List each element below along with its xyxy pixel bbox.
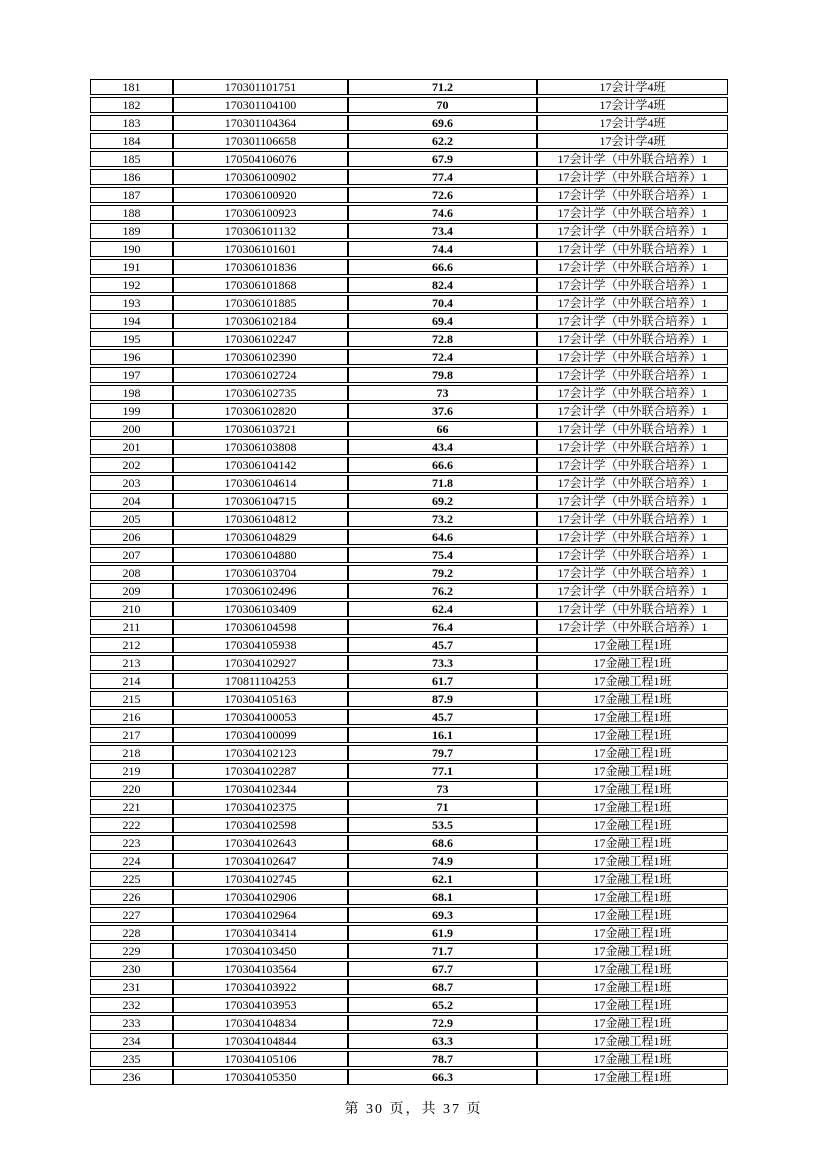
cell-class_name: 17会计学（中外联合培养）1: [537, 187, 728, 203]
table-row: [90, 979, 728, 995]
cell-rank: 183: [90, 115, 173, 131]
table-row: [90, 529, 728, 545]
table-row: [90, 601, 728, 617]
table-row: [90, 619, 728, 635]
cell-class_name: 17会计学（中外联合培养）1: [537, 277, 728, 293]
cell-score: 37.6: [348, 403, 537, 419]
cell-student_id: 170304102643: [173, 835, 348, 851]
table-row: [90, 889, 728, 905]
table-row: [90, 853, 728, 869]
cell-score: 72.8: [348, 331, 537, 347]
cell-student_id: 170306101836: [173, 259, 348, 275]
cell-rank: 191: [90, 259, 173, 275]
cell-score: 79.2: [348, 565, 537, 581]
cell-student_id: 170306104812: [173, 511, 348, 527]
cell-rank: 182: [90, 97, 173, 113]
cell-class_name: 17会计学（中外联合培养）1: [537, 583, 728, 599]
cell-class_name: 17会计学（中外联合培养）1: [537, 367, 728, 383]
cell-class_name: 17会计学（中外联合培养）1: [537, 349, 728, 365]
score-table: [90, 77, 728, 1087]
cell-class_name: 17会计学（中外联合培养）1: [537, 601, 728, 617]
cell-student_id: 170306100923: [173, 205, 348, 221]
table-row: [90, 331, 728, 347]
cell-student_id: 170306100902: [173, 169, 348, 185]
cell-rank: 222: [90, 817, 173, 833]
cell-rank: 218: [90, 745, 173, 761]
table-row: [90, 691, 728, 707]
cell-score: 74.9: [348, 853, 537, 869]
cell-student_id: 170306103704: [173, 565, 348, 581]
table-row: [90, 637, 728, 653]
cell-student_id: 170306104880: [173, 547, 348, 563]
cell-score: 45.7: [348, 709, 537, 725]
table-row: [90, 655, 728, 671]
cell-class_name: 17金融工程1班: [537, 889, 728, 905]
cell-score: 68.1: [348, 889, 537, 905]
table-row: [90, 943, 728, 959]
cell-score: 73.3: [348, 655, 537, 671]
cell-rank: 202: [90, 457, 173, 473]
cell-student_id: 170304100099: [173, 727, 348, 743]
cell-student_id: 170504106076: [173, 151, 348, 167]
cell-rank: 181: [90, 79, 173, 95]
cell-student_id: 170304103450: [173, 943, 348, 959]
table-row: [90, 763, 728, 779]
cell-class_name: 17金融工程1班: [537, 637, 728, 653]
table-row: [90, 745, 728, 761]
cell-student_id: 170306101132: [173, 223, 348, 239]
cell-class_name: 17会计学（中外联合培养）1: [537, 403, 728, 419]
cell-rank: 203: [90, 475, 173, 491]
cell-class_name: 17会计学（中外联合培养）1: [537, 241, 728, 257]
cell-rank: 206: [90, 529, 173, 545]
cell-class_name: 17金融工程1班: [537, 691, 728, 707]
cell-class_name: 17会计学（中外联合培养）1: [537, 169, 728, 185]
cell-score: 45.7: [348, 637, 537, 653]
cell-rank: 234: [90, 1033, 173, 1049]
cell-student_id: 170306102496: [173, 583, 348, 599]
cell-score: 66.6: [348, 259, 537, 275]
cell-class_name: 17金融工程1班: [537, 853, 728, 869]
cell-score: 53.5: [348, 817, 537, 833]
cell-score: 73.2: [348, 511, 537, 527]
cell-class_name: 17金融工程1班: [537, 745, 728, 761]
cell-score: 64.6: [348, 529, 537, 545]
cell-student_id: 170304104834: [173, 1015, 348, 1031]
table-row: [90, 97, 728, 113]
cell-rank: 215: [90, 691, 173, 707]
cell-class_name: 17金融工程1班: [537, 763, 728, 779]
table-row: [90, 277, 728, 293]
table-row: [90, 907, 728, 923]
cell-score: 79.7: [348, 745, 537, 761]
cell-student_id: 170304102123: [173, 745, 348, 761]
cell-class_name: 17金融工程1班: [537, 835, 728, 851]
cell-student_id: 170301101751: [173, 79, 348, 95]
table-row: [90, 457, 728, 473]
cell-student_id: 170306102820: [173, 403, 348, 419]
cell-class_name: 17金融工程1班: [537, 1069, 728, 1085]
cell-rank: 227: [90, 907, 173, 923]
cell-class_name: 17金融工程1班: [537, 1051, 728, 1067]
cell-rank: 213: [90, 655, 173, 671]
cell-rank: 216: [90, 709, 173, 725]
table-row: [90, 709, 728, 725]
cell-student_id: 170304102745: [173, 871, 348, 887]
cell-score: 66.3: [348, 1069, 537, 1085]
cell-score: 61.7: [348, 673, 537, 689]
cell-student_id: 170306104829: [173, 529, 348, 545]
cell-rank: 211: [90, 619, 173, 635]
cell-score: 87.9: [348, 691, 537, 707]
cell-rank: 186: [90, 169, 173, 185]
cell-class_name: 17金融工程1班: [537, 961, 728, 977]
cell-class_name: 17会计学（中外联合培养）1: [537, 421, 728, 437]
cell-rank: 204: [90, 493, 173, 509]
cell-score: 62.1: [348, 871, 537, 887]
cell-student_id: 170306103808: [173, 439, 348, 455]
cell-student_id: 170304102598: [173, 817, 348, 833]
cell-student_id: 170306103721: [173, 421, 348, 437]
cell-class_name: 17金融工程1班: [537, 655, 728, 671]
cell-score: 78.7: [348, 1051, 537, 1067]
table-row: [90, 295, 728, 311]
cell-student_id: 170304103414: [173, 925, 348, 941]
cell-score: 68.7: [348, 979, 537, 995]
cell-student_id: 170306102390: [173, 349, 348, 365]
cell-student_id: 170304105350: [173, 1069, 348, 1085]
cell-score: 16.1: [348, 727, 537, 743]
cell-score: 63.3: [348, 1033, 537, 1049]
score-table-body: [90, 79, 728, 1085]
table-row: [90, 169, 728, 185]
table-row: [90, 205, 728, 221]
cell-score: 75.4: [348, 547, 537, 563]
cell-score: 69.2: [348, 493, 537, 509]
table-row: [90, 547, 728, 563]
table-row: [90, 835, 728, 851]
cell-class_name: 17会计学（中外联合培养）1: [537, 529, 728, 545]
cell-rank: 209: [90, 583, 173, 599]
cell-rank: 190: [90, 241, 173, 257]
cell-rank: 232: [90, 997, 173, 1013]
cell-student_id: 170306101885: [173, 295, 348, 311]
cell-student_id: 170304105163: [173, 691, 348, 707]
cell-student_id: 170306101601: [173, 241, 348, 257]
table-row: [90, 223, 728, 239]
cell-class_name: 17会计学4班: [537, 115, 728, 131]
cell-student_id: 170306103409: [173, 601, 348, 617]
cell-student_id: 170306102724: [173, 367, 348, 383]
cell-rank: 195: [90, 331, 173, 347]
cell-student_id: 170811104253: [173, 673, 348, 689]
table-row: [90, 367, 728, 383]
page-footer: 第 30 页，共 37 页: [344, 1102, 483, 1117]
cell-rank: 223: [90, 835, 173, 851]
cell-student_id: 170304103564: [173, 961, 348, 977]
table-row: [90, 925, 728, 941]
cell-class_name: 17会计学4班: [537, 79, 728, 95]
cell-class_name: 17金融工程1班: [537, 907, 728, 923]
table-row: [90, 349, 728, 365]
cell-score: 74.6: [348, 205, 537, 221]
cell-rank: 212: [90, 637, 173, 653]
cell-score: 69.4: [348, 313, 537, 329]
cell-student_id: 170301104364: [173, 115, 348, 131]
cell-rank: 189: [90, 223, 173, 239]
cell-rank: 221: [90, 799, 173, 815]
cell-student_id: 170304100053: [173, 709, 348, 725]
cell-rank: 200: [90, 421, 173, 437]
cell-student_id: 170306104715: [173, 493, 348, 509]
table-row: [90, 313, 728, 329]
cell-score: 71.7: [348, 943, 537, 959]
cell-score: 67.7: [348, 961, 537, 977]
cell-rank: 198: [90, 385, 173, 401]
cell-student_id: 170301104100: [173, 97, 348, 113]
cell-class_name: 17金融工程1班: [537, 979, 728, 995]
cell-class_name: 17会计学（中外联合培养）1: [537, 457, 728, 473]
cell-score: 73: [348, 385, 537, 401]
cell-student_id: 170306102184: [173, 313, 348, 329]
table-row: [90, 403, 728, 419]
cell-student_id: 170304102375: [173, 799, 348, 815]
table-row: [90, 817, 728, 833]
cell-class_name: 17金融工程1班: [537, 943, 728, 959]
cell-score: 61.9: [348, 925, 537, 941]
cell-student_id: 170306104598: [173, 619, 348, 635]
table-row: [90, 115, 728, 131]
table-row: [90, 1069, 728, 1085]
table-row: [90, 997, 728, 1013]
cell-score: 65.2: [348, 997, 537, 1013]
cell-class_name: 17金融工程1班: [537, 1033, 728, 1049]
cell-class_name: 17金融工程1班: [537, 925, 728, 941]
cell-rank: 225: [90, 871, 173, 887]
cell-rank: 193: [90, 295, 173, 311]
cell-rank: 207: [90, 547, 173, 563]
cell-rank: 217: [90, 727, 173, 743]
table-row: [90, 421, 728, 437]
cell-score: 43.4: [348, 439, 537, 455]
cell-score: 77.4: [348, 169, 537, 185]
table-row: [90, 1033, 728, 1049]
cell-rank: 220: [90, 781, 173, 797]
cell-score: 76.4: [348, 619, 537, 635]
cell-score: 77.1: [348, 763, 537, 779]
cell-student_id: 170306102247: [173, 331, 348, 347]
cell-rank: 229: [90, 943, 173, 959]
cell-class_name: 17会计学4班: [537, 97, 728, 113]
cell-score: 69.6: [348, 115, 537, 131]
cell-class_name: 17会计学（中外联合培养）1: [537, 223, 728, 239]
cell-class_name: 17会计学（中外联合培养）1: [537, 439, 728, 455]
cell-rank: 236: [90, 1069, 173, 1085]
cell-class_name: 17会计学（中外联合培养）1: [537, 385, 728, 401]
cell-rank: 187: [90, 187, 173, 203]
cell-class_name: 17会计学4班: [537, 133, 728, 149]
cell-score: 72.9: [348, 1015, 537, 1031]
cell-class_name: 17金融工程1班: [537, 799, 728, 815]
table-row: [90, 475, 728, 491]
cell-rank: 208: [90, 565, 173, 581]
cell-class_name: 17金融工程1班: [537, 817, 728, 833]
table-row: [90, 511, 728, 527]
table-row: [90, 961, 728, 977]
table-row: [90, 151, 728, 167]
cell-student_id: 170304103922: [173, 979, 348, 995]
table-row: [90, 259, 728, 275]
cell-score: 70: [348, 97, 537, 113]
cell-rank: 226: [90, 889, 173, 905]
cell-class_name: 17会计学（中外联合培养）1: [537, 259, 728, 275]
table-row: [90, 583, 728, 599]
cell-class_name: 17会计学（中外联合培养）1: [537, 151, 728, 167]
cell-class_name: 17会计学（中外联合培养）1: [537, 565, 728, 581]
cell-student_id: 170304102344: [173, 781, 348, 797]
table-row: [90, 673, 728, 689]
cell-student_id: 170304102287: [173, 763, 348, 779]
cell-class_name: 17会计学（中外联合培养）1: [537, 475, 728, 491]
cell-student_id: 170304102927: [173, 655, 348, 671]
cell-score: 71: [348, 799, 537, 815]
cell-rank: 197: [90, 367, 173, 383]
table-row: [90, 187, 728, 203]
cell-rank: 230: [90, 961, 173, 977]
cell-student_id: 170304105938: [173, 637, 348, 653]
cell-student_id: 170306101868: [173, 277, 348, 293]
cell-student_id: 170304102647: [173, 853, 348, 869]
cell-class_name: 17金融工程1班: [537, 673, 728, 689]
cell-rank: 188: [90, 205, 173, 221]
cell-class_name: 17金融工程1班: [537, 727, 728, 743]
table-row: [90, 241, 728, 257]
cell-rank: 224: [90, 853, 173, 869]
cell-class_name: 17会计学（中外联合培养）1: [537, 313, 728, 329]
cell-score: 73.4: [348, 223, 537, 239]
cell-student_id: 170306100920: [173, 187, 348, 203]
cell-rank: 184: [90, 133, 173, 149]
table-row: [90, 493, 728, 509]
table-row: [90, 385, 728, 401]
cell-student_id: 170304104844: [173, 1033, 348, 1049]
cell-score: 68.6: [348, 835, 537, 851]
cell-rank: 228: [90, 925, 173, 941]
cell-score: 67.9: [348, 151, 537, 167]
cell-rank: 233: [90, 1015, 173, 1031]
table-row: [90, 565, 728, 581]
cell-student_id: 170306102735: [173, 385, 348, 401]
cell-rank: 185: [90, 151, 173, 167]
cell-score: 70.4: [348, 295, 537, 311]
table-row: [90, 79, 728, 95]
cell-class_name: 17金融工程1班: [537, 1015, 728, 1031]
cell-student_id: 170304102906: [173, 889, 348, 905]
cell-class_name: 17金融工程1班: [537, 871, 728, 887]
cell-rank: 235: [90, 1051, 173, 1067]
cell-class_name: 17会计学（中外联合培养）1: [537, 547, 728, 563]
cell-score: 82.4: [348, 277, 537, 293]
table-row: [90, 727, 728, 743]
cell-score: 76.2: [348, 583, 537, 599]
cell-student_id: 170304103953: [173, 997, 348, 1013]
cell-rank: 199: [90, 403, 173, 419]
cell-score: 74.4: [348, 241, 537, 257]
cell-score: 62.2: [348, 133, 537, 149]
cell-score: 72.4: [348, 349, 537, 365]
cell-class_name: 17金融工程1班: [537, 997, 728, 1013]
table-row: [90, 871, 728, 887]
cell-class_name: 17会计学（中外联合培养）1: [537, 205, 728, 221]
cell-class_name: 17会计学（中外联合培养）1: [537, 511, 728, 527]
cell-score: 62.4: [348, 601, 537, 617]
cell-class_name: 17会计学（中外联合培养）1: [537, 331, 728, 347]
table-row: [90, 799, 728, 815]
cell-rank: 210: [90, 601, 173, 617]
cell-class_name: 17金融工程1班: [537, 709, 728, 725]
table-row: [90, 781, 728, 797]
cell-score: 69.3: [348, 907, 537, 923]
cell-score: 72.6: [348, 187, 537, 203]
cell-rank: 201: [90, 439, 173, 455]
cell-class_name: 17会计学（中外联合培养）1: [537, 619, 728, 635]
cell-student_id: 170306104614: [173, 475, 348, 491]
cell-class_name: 17会计学（中外联合培养）1: [537, 493, 728, 509]
cell-class_name: 17金融工程1班: [537, 781, 728, 797]
cell-rank: 231: [90, 979, 173, 995]
table-row: [90, 1051, 728, 1067]
cell-rank: 214: [90, 673, 173, 689]
cell-score: 71.2: [348, 79, 537, 95]
cell-score: 79.8: [348, 367, 537, 383]
cell-score: 71.8: [348, 475, 537, 491]
cell-rank: 194: [90, 313, 173, 329]
cell-rank: 219: [90, 763, 173, 779]
cell-class_name: 17会计学（中外联合培养）1: [537, 295, 728, 311]
cell-score: 66.6: [348, 457, 537, 473]
cell-rank: 205: [90, 511, 173, 527]
cell-student_id: 170301106658: [173, 133, 348, 149]
table-row: [90, 1015, 728, 1031]
cell-rank: 196: [90, 349, 173, 365]
table-row: [90, 439, 728, 455]
cell-score: 66: [348, 421, 537, 437]
cell-student_id: 170306104142: [173, 457, 348, 473]
cell-student_id: 170304102964: [173, 907, 348, 923]
cell-score: 73: [348, 781, 537, 797]
cell-rank: 192: [90, 277, 173, 293]
cell-student_id: 170304105106: [173, 1051, 348, 1067]
table-row: [90, 133, 728, 149]
